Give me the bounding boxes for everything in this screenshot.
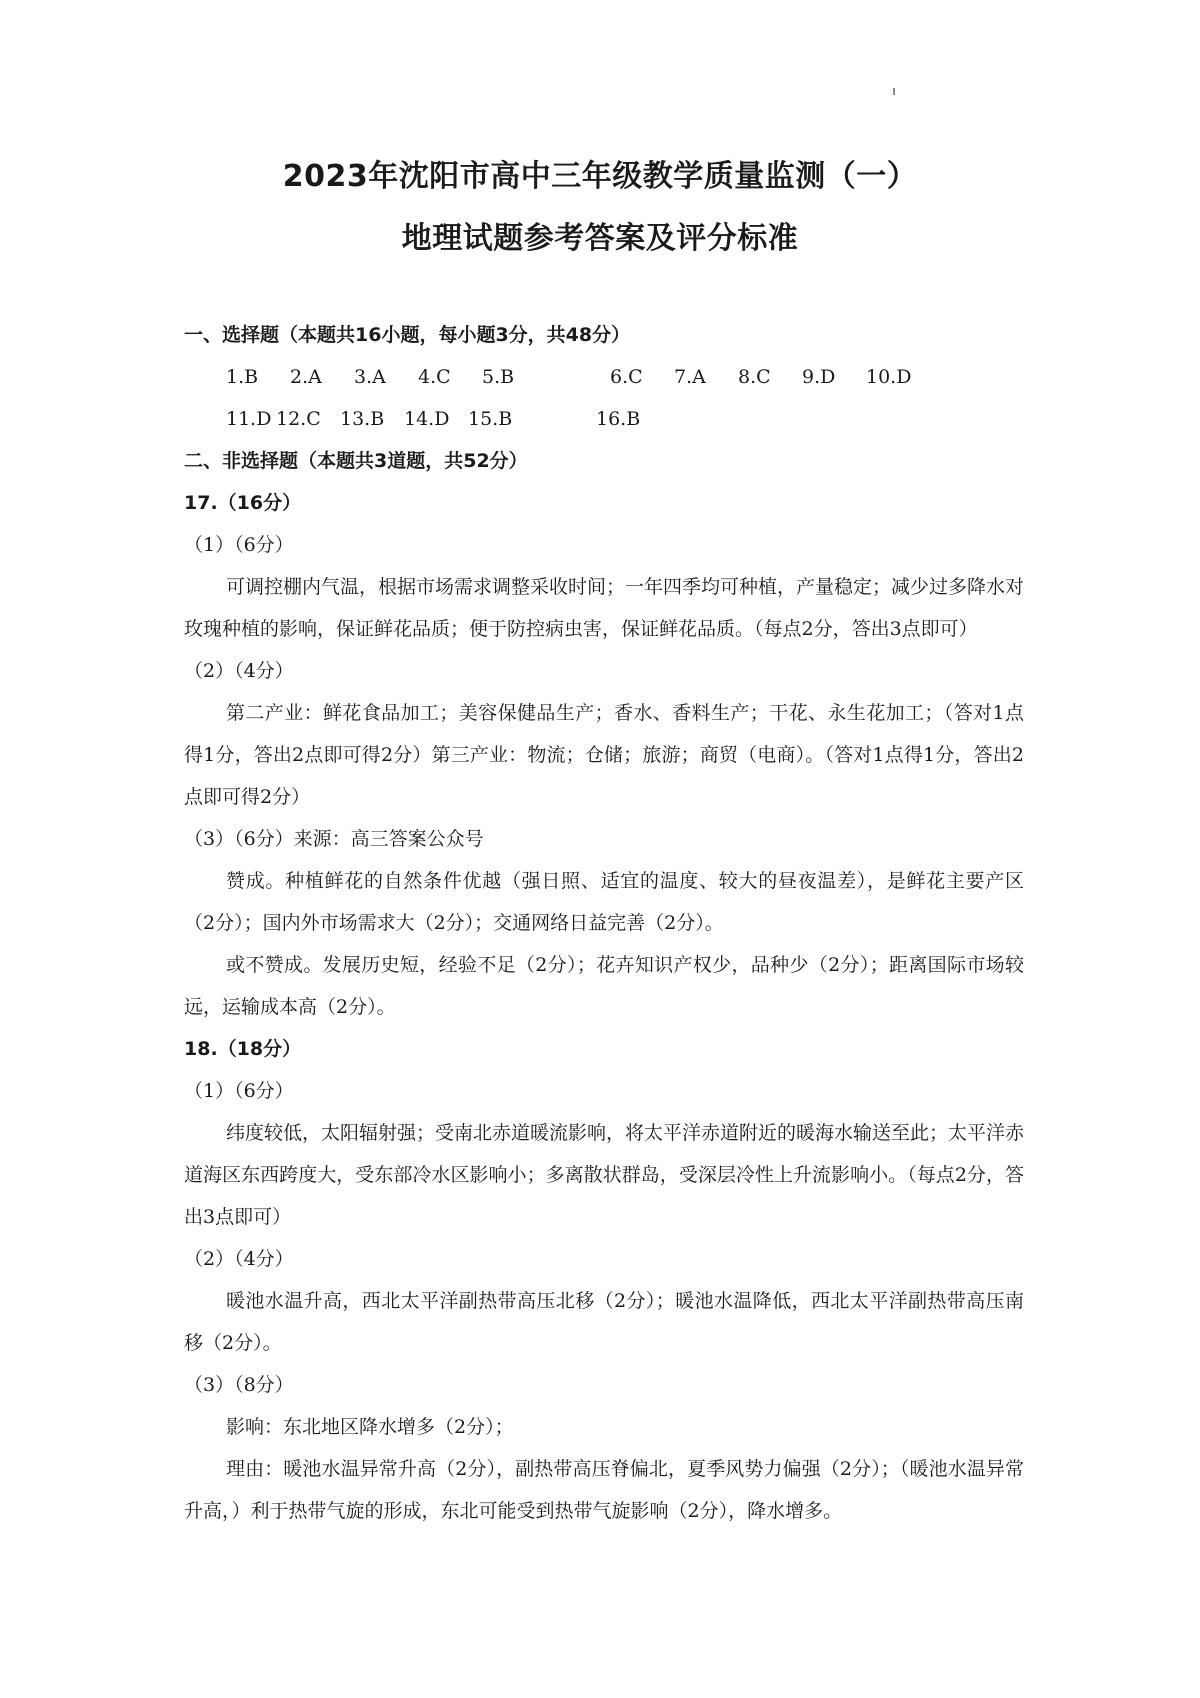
q17-heading: 17.（16分） xyxy=(184,492,302,514)
q17-part3-answer-agree: 赞成。种植鲜花的自然条件优越（强日照、适宜的温度、较大的昼夜温差），是鲜花主要产区（2分）；国内外市场需求大（2分）；交通网络日益完善（2分）。 xyxy=(184,870,1024,934)
q18-part2-label: （2）（4分） xyxy=(184,1248,294,1270)
answer-2: 2.A xyxy=(290,366,322,388)
answer-1: 1.B xyxy=(226,366,259,388)
answer-9: 9.D xyxy=(802,366,836,388)
q17-part3-answer-disagree: 或不赞成。发展历史短，经验不足（2分）；花卉知识产权少，品种少（2分）；距离国际市场较远，运输成本高（2分）。 xyxy=(184,954,1024,1018)
q17-part1-label: （1）（6分） xyxy=(184,534,294,556)
answer-7: 7.A xyxy=(674,366,706,388)
answer-15: 15.B xyxy=(468,408,513,430)
page-title: 2023年沈阳市高中三年级教学质量监测（一） xyxy=(282,159,918,194)
q18-part2-answer: 暖池水温升高，西北太平洋副热带高压北移（2分）；暖池水温降低，西北太平洋副热带高压南移（2分）。 xyxy=(184,1290,1024,1354)
q17-part2-answer: 第二产业：鲜花食品加工；美容保健品生产；香水、香料生产；干花、永生花加工；（答对1点得1分，答出2点即可得2分）第三产业：物流；仓储；旅游；商贸（电商）。（答对1点得1分，答出2点即可得2分） xyxy=(184,702,1024,808)
section2-heading: 二、非选择题（本题共3道题，共52分） xyxy=(184,450,528,472)
q18-part1-label: （1）（6分） xyxy=(184,1080,294,1102)
q17-part3-label: （3）（6分）来源：高三答案公众号 xyxy=(184,828,484,850)
answer-row-1 xyxy=(184,356,1024,398)
q18-part3-impact: 影响：东北地区降水增多（2分）； xyxy=(226,1416,514,1438)
answer-3: 3.A xyxy=(354,366,386,388)
page-subtitle: 地理试题参考答案及评分标准 xyxy=(401,221,799,256)
section1-heading: 一、选择题（本题共16小题，每小题3分，共48分） xyxy=(184,324,631,346)
q18-heading: 18.（18分） xyxy=(184,1038,302,1060)
answer-row-2 xyxy=(184,398,1024,440)
answer-16: 16.B xyxy=(596,408,641,430)
answer-8: 8.C xyxy=(738,366,771,388)
answer-14: 14.D xyxy=(404,408,450,430)
answer-5: 5.B xyxy=(482,366,515,388)
answer-13: 13.B xyxy=(340,408,385,430)
q18-part1-answer: 纬度较低，太阳辐射强；受南北赤道暖流影响，将太平洋赤道附近的暖海水输送至此；太平洋赤道海区东西跨度大，受东部冷水区影响小；多离散状群岛，受深层冷性上升流影响小。（每点2分，答出3点即可） xyxy=(184,1122,1025,1228)
q17-part2-label: （2）（4分） xyxy=(184,660,294,682)
answer-10: 10.D xyxy=(866,366,912,388)
q18-part3-label: （3）（8分） xyxy=(184,1374,294,1396)
answer-6: 6.C xyxy=(610,366,643,388)
q17-part1-answer: 可调控棚内气温，根据市场需求调整采收时间；一年四季均可种植，产量稳定；减少过多降水对玫瑰种植的影响，保证鲜花品质；便于防控病虫害，保证鲜花品质。（每点2分，答出3点即可） xyxy=(184,576,1025,640)
scan-speck xyxy=(893,88,895,95)
answer-content xyxy=(184,314,1024,1532)
answer-11: 11.D xyxy=(226,408,272,430)
q18-part3-reason: 理由：暖池水温异常升高（2分），副热带高压脊偏北，夏季风势力偏强（2分）；（暖池水温异常升高，）利于热带气旋的形成，东北可能受到热带气旋影响（2分），降水增多。 xyxy=(184,1458,1024,1522)
answer-12: 12.C xyxy=(276,408,321,430)
answer-4: 4.C xyxy=(418,366,451,388)
